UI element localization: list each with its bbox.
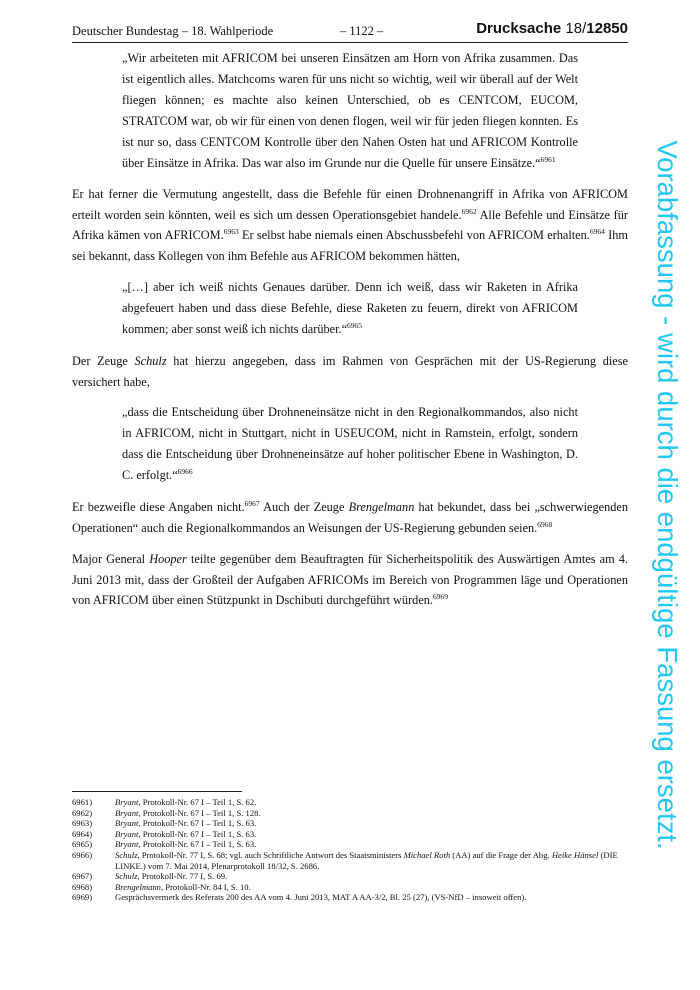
footnote-ref[interactable]: 6968 <box>537 519 553 529</box>
paragraph-text: Er selbst habe niemals einen Abschussbefehl von AFRICOM erhalten. <box>238 228 590 242</box>
footnote-text: , Protokoll-Nr. 67 I – Teil 1, S. 63. <box>138 818 257 829</box>
footnote-item <box>72 797 628 808</box>
document-number <box>476 20 628 37</box>
footnote-text: , Protokoll-Nr. 84 I, S. 10. <box>160 881 251 892</box>
paragraph-text: hat bekundet, dass bei „schwerwiegenden Operationen“ auch die Regionalkommandos an Weisungen der US-Regierung gebunden seien. <box>72 500 628 535</box>
footnote-ref[interactable]: 6966 <box>177 466 193 476</box>
watermark-text: Vorabfassung - wird durch die endgültige Fassung ersetzt. <box>652 140 683 850</box>
footnote-item <box>72 892 628 903</box>
footnote-name: Heike Hänsel <box>551 849 599 860</box>
paragraph-text: Er bezweifle diese Angaben nicht. <box>72 500 245 514</box>
footnote-name: Brengelmann <box>115 881 161 892</box>
footnote-text: (DIE LINKE.) vom 7. Mai 2014, Plenarprotokoll 18/32, S. 2686. <box>115 849 618 871</box>
footnote-name: Bryant <box>115 839 139 850</box>
footnote-name: Schulz <box>115 871 138 882</box>
page-header <box>72 20 628 43</box>
quote-text: „[…] aber ich weiß nichts Genaues darüber. Denn ich weiß, dass wir Raketen in Afrika abgefeuert haben und dass diese Befehle, diese Raketen zu feuern, direkt von AFRICOM kommen; aber sonst weiß ich nichts darüber.“ <box>122 280 578 336</box>
footnote-item <box>72 818 628 829</box>
footnote-number: 6962) <box>72 807 93 818</box>
footnote-item <box>72 882 628 893</box>
footnote-divider <box>72 791 242 792</box>
quote-block-2 <box>122 277 578 340</box>
paragraph-1 <box>72 184 628 266</box>
quote-block-1 <box>122 48 578 174</box>
quote-block-3 <box>122 402 578 486</box>
footnote-item <box>72 808 628 819</box>
footnotes <box>72 797 628 903</box>
footnote-number: 6968) <box>72 881 93 892</box>
footnote-text: , Protokoll-Nr. 77 I, S. 69. <box>137 871 228 882</box>
footnote-number: 6966) <box>72 849 93 860</box>
footnote-number: 6963) <box>72 818 93 829</box>
footnote-number: 6969) <box>72 892 93 903</box>
footnote-item <box>72 850 628 871</box>
footnote-ref[interactable]: 6962 <box>461 206 477 216</box>
page-number: – 1122 – <box>340 24 384 38</box>
footnote-number: 6967) <box>72 871 93 882</box>
document-number-prefix: 18/ <box>561 20 587 37</box>
footnote-item <box>72 829 628 840</box>
page-body <box>72 48 628 611</box>
footnote-text: , Protokoll-Nr. 77 I, S. 68; vgl. auch Schriftliche Antwort des Staatsministers <box>137 849 404 860</box>
document-label: Drucksache <box>476 20 562 37</box>
footnote-item <box>72 871 628 882</box>
footnote-name: Bryant <box>115 818 139 829</box>
footnote-ref[interactable]: 6967 <box>244 498 260 508</box>
footnote-text: (AA) auf die Frage der Abg. <box>450 849 552 860</box>
footnote-name: Bryant <box>115 828 139 839</box>
footnote-ref[interactable]: 6969 <box>433 591 449 601</box>
footnote-number: 6965) <box>72 839 93 850</box>
paragraph-text: Der Zeuge <box>72 354 135 368</box>
witness-name: Brengelmann <box>348 500 415 514</box>
footnote-text: Gesprächsvermerk des Referats 200 des AA vom 4. Juni 2013, MAT A AA-3/2, Bl. 25 (27), (VS-NfD – insoweit offen). <box>115 892 527 903</box>
paragraph-2 <box>72 351 628 392</box>
draft-watermark <box>612 130 700 860</box>
footnote-item <box>72 839 628 850</box>
header-publication: Deutscher Bundestag – 18. Wahlperiode <box>72 24 274 38</box>
paragraph-text: teilte gegenüber dem Beauftragten für Sicherheitspolitik des Auswärtigen Amtes am 4. Juni 2013 mit, dass der Großteil der Aufgaben AFRICOMs im Bereich von Programmen läge und Operationen von AFRICOM über einen Stützpunkt in Dschibuti durchgeführt würden. <box>72 552 628 607</box>
footnote-number: 6961) <box>72 797 93 807</box>
quote-text: „dass die Entscheidung über Drohneneinsätze nicht in den Regionalkommandos, also nicht in AFRICOM, nicht in Stuttgart, nicht in USEUCOM, nicht in Ramstein, erfolgt, sondern dass die Entscheidung über Drohneneinsätze auf hoher politischer Ebene in Washington, D. C. erfolgt.“ <box>122 405 578 482</box>
paragraph-text: Alle Befehle und Einsätze für Afrika kämen von AFRICOM. <box>72 207 628 242</box>
footnote-text: , Protokoll-Nr. 67 I – Teil 1, S. 63. <box>138 839 257 850</box>
footnote-text: , Protokoll-Nr. 67 I – Teil 1, S. 62. <box>138 797 257 807</box>
footnote-name: Bryant <box>115 807 139 818</box>
footnote-name: Schulz <box>115 849 138 860</box>
paragraph-3 <box>72 497 628 538</box>
paragraph-text: Auch der Zeuge <box>259 500 349 514</box>
paragraph-text: Er hat ferner die Vermutung angestellt, dass die Befehle für einen Drohnenangriff in Afrika von AFRICOM erteilt worden sein könnten, weil es sich um dessen Operationsgebiet handele. <box>72 187 628 222</box>
footnote-name: Bryant <box>115 797 139 807</box>
quote-text: „Wir arbeiteten mit AFRICOM bei unseren Einsätzen am Horn von Afrika zusammen. Das ist eigentlich alles. Matchcoms waren für uns nicht so wichtig, weil wir überall auf der Welt fliegen können; es machte also keinen Unterschied, ob es CENTCOM, EUCOM, STRATCOM war, ob wir für einen von denen flogen, weil wir für jeden fliegen konnten. Es ist nur so, dass CENTCOM Kontrolle über den Nahen Osten hat und AFRICOM Kontrolle über Einsätze in Afrika. Das war also im Grunde nur die Quelle für unsere Einsätze.“ <box>122 51 578 170</box>
paragraph-text: Major General <box>72 552 150 566</box>
footnote-text: , Protokoll-Nr. 67 I – Teil 1, S. 63. <box>138 828 257 839</box>
footnote-text: , Protokoll-Nr. 67 I – Teil 1, S. 128. <box>138 807 261 818</box>
paragraph-4 <box>72 549 628 611</box>
footnote-ref[interactable]: 6965 <box>347 320 363 330</box>
footnote-number: 6964) <box>72 828 93 839</box>
footnote-ref[interactable]: 6964 <box>589 226 605 236</box>
paragraph-text: Ihm sei bekannt, dass Kollegen von ihm Befehle aus AFRICOM bekommen hätten, <box>72 228 628 263</box>
footnote-ref[interactable]: 6963 <box>223 226 239 236</box>
person-name: Hooper <box>149 552 187 566</box>
paragraph-text: hat hierzu angegeben, dass im Rahmen von Gesprächen mit der US-Regierung diese versichert habe, <box>72 354 629 389</box>
footnote-ref[interactable]: 6961 <box>540 154 556 164</box>
document-number-bold: 12850 <box>586 20 628 37</box>
footnote-name: Michael Roth <box>403 849 451 860</box>
witness-name: Schulz <box>134 354 167 368</box>
